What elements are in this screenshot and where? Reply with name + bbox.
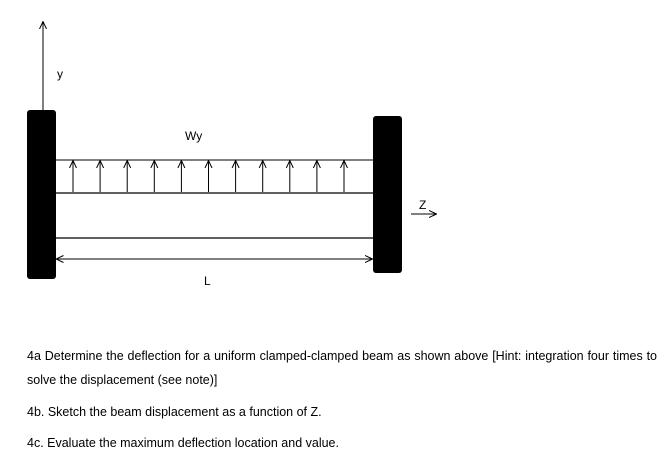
problem-4c-text: 4c. Evaluate the maximum deflection location and value. [27,436,339,450]
left-wall-support [27,110,56,279]
distributed-load [56,160,373,192]
load-label: Wy [185,129,203,143]
y-axis-label: y [57,67,63,81]
right-wall-support [373,116,402,273]
problem-4b-text: 4b. Sketch the beam displacement as a function of Z. [27,405,322,419]
length-label: L [204,274,211,288]
z-axis-label: Z [419,198,427,212]
problem-4a-text: 4a Determine the deflection for a uniform clamped-clamped beam as shown above [Hint: integration four times to solve the displacement (see note)] [27,349,657,387]
